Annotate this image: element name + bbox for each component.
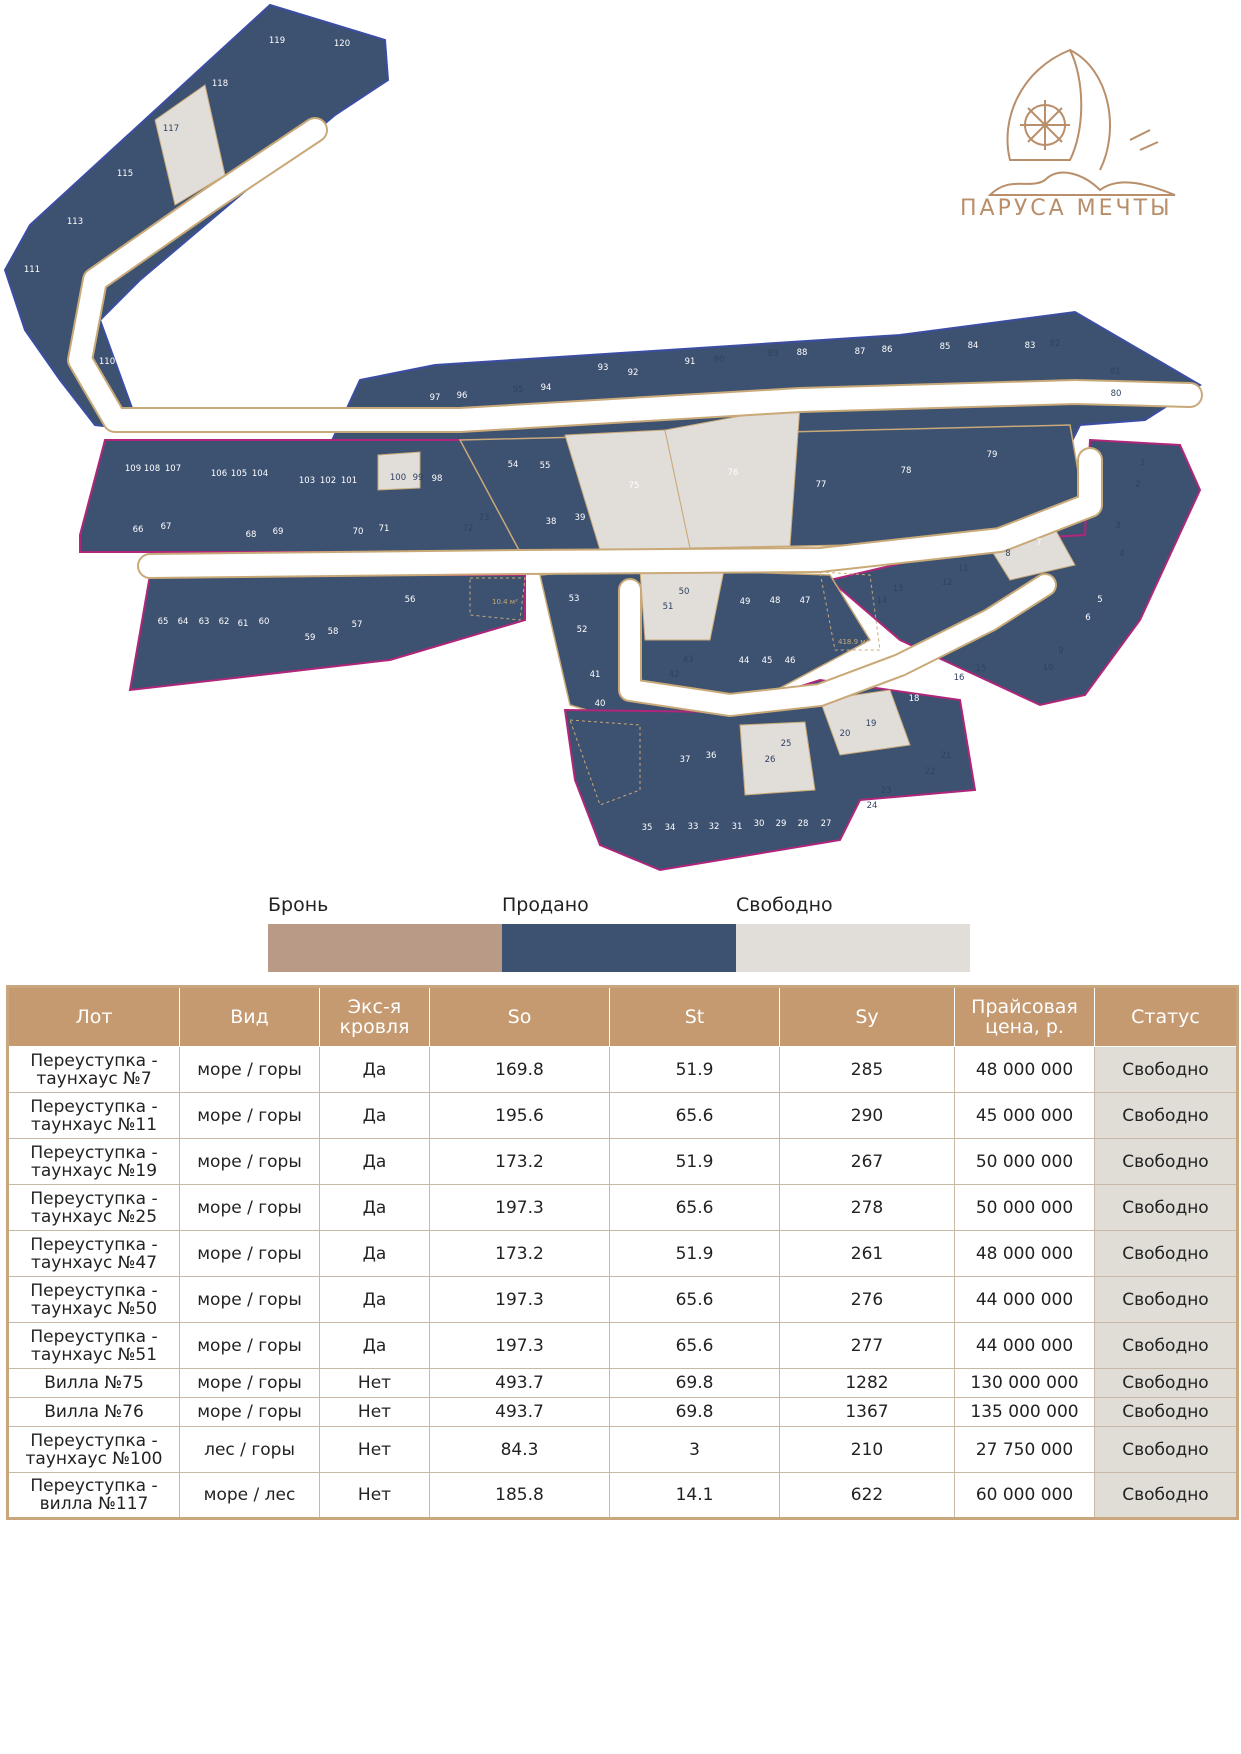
lot-label-27: 27: [820, 819, 832, 829]
lot-label-63: 63: [198, 617, 210, 627]
lot-label-34: 34: [664, 823, 676, 833]
sailboat-sun-logo: [990, 50, 1175, 195]
lot-label-23: 23: [880, 786, 892, 796]
cell-so: 169.8: [430, 1047, 610, 1093]
lot-label-3: 3: [1115, 521, 1121, 531]
lot-label-31: 31: [731, 822, 743, 832]
cell-view: лес / горы: [180, 1427, 320, 1473]
cell-st: 69.8: [610, 1369, 780, 1398]
lot-label-8: 8: [1005, 549, 1011, 559]
cell-status: Свободно: [1095, 1427, 1238, 1473]
cell-view: море / горы: [180, 1185, 320, 1231]
lot-label-55: 55: [539, 461, 551, 471]
cell-roof: Нет: [320, 1369, 430, 1398]
townhouse-25-plot: [740, 722, 815, 795]
lot-label-7: 7: [1036, 538, 1042, 548]
lot-label-106: 106: [210, 469, 228, 479]
lot-label-41: 41: [589, 670, 601, 680]
lot-label-5: 5: [1097, 595, 1103, 605]
table-row: [8, 1139, 1238, 1185]
lot-label-65: 65: [157, 617, 169, 627]
lot-label-64: 64: [177, 617, 189, 627]
lot-label-10: 10: [1042, 663, 1054, 673]
lot-label-99: 99: [412, 473, 424, 483]
lot-label-116: 116: [247, 215, 265, 225]
lot-label-71: 71: [378, 524, 390, 534]
lot-label-68: 68: [245, 530, 257, 540]
lot-label-57: 57: [351, 620, 363, 630]
cell-sy: 285: [780, 1047, 955, 1093]
cell-price: 48 000 000: [955, 1231, 1095, 1277]
lot-label-39: 39: [574, 513, 586, 523]
lot-label-79: 79: [986, 450, 998, 460]
lot-label-2: 2: [1135, 480, 1141, 490]
table-row: [8, 1398, 1238, 1427]
lot-label-4: 4: [1119, 549, 1125, 559]
cell-so: 173.2: [430, 1139, 610, 1185]
lot-label-107: 107: [164, 464, 182, 474]
cell-so: 173.2: [430, 1231, 610, 1277]
cell-roof: Да: [320, 1185, 430, 1231]
cell-sy: 1367: [780, 1398, 955, 1427]
cell-view: море / горы: [180, 1369, 320, 1398]
cell-roof: Да: [320, 1323, 430, 1369]
lot-label-75: 75: [628, 481, 640, 491]
lot-label-11: 11: [957, 564, 969, 574]
cell-lot: Переуступка - таунхаус №100: [8, 1427, 180, 1473]
cell-price: 50 000 000: [955, 1139, 1095, 1185]
lot-label-120: 120: [333, 39, 351, 49]
cell-status: Свободно: [1095, 1047, 1238, 1093]
cell-lot: Вилла №76: [8, 1398, 180, 1427]
lot-label-40: 40: [594, 699, 606, 709]
lot-label-72: 72: [462, 524, 474, 534]
cell-status: Свободно: [1095, 1093, 1238, 1139]
lot-label-44: 44: [738, 656, 750, 666]
header-status: Статус: [1095, 987, 1238, 1047]
lot-label-60: 60: [258, 617, 270, 627]
lot-label-70: 70: [352, 527, 364, 537]
lot-label-26: 26: [764, 755, 776, 765]
lot-label-112: 112: [148, 309, 166, 319]
lot-label-48: 48: [769, 596, 781, 606]
cell-st: 14.1: [610, 1473, 780, 1519]
cell-sy: 290: [780, 1093, 955, 1139]
cell-price: 45 000 000: [955, 1093, 1095, 1139]
table-row: [8, 1047, 1238, 1093]
header-sy: Sy: [780, 987, 955, 1047]
cell-lot: Вилла №75: [8, 1369, 180, 1398]
lot-label-77: 77: [815, 480, 827, 490]
table-row: [8, 1093, 1238, 1139]
lot-label-54: 54: [507, 460, 519, 470]
cell-roof: Да: [320, 1277, 430, 1323]
lot-label-43: 43: [682, 655, 694, 665]
legend-swatch-sold: [502, 924, 736, 972]
cell-so: 84.3: [430, 1427, 610, 1473]
lot-label-12: 12: [941, 578, 953, 588]
lot-label-113: 113: [66, 217, 84, 227]
lot-label-37: 37: [679, 755, 691, 765]
lot-label-118: 118: [211, 79, 229, 89]
cell-view: море / горы: [180, 1323, 320, 1369]
lot-label-109: 109: [124, 464, 142, 474]
lot-label-89: 89: [767, 349, 779, 359]
cell-status: Свободно: [1095, 1473, 1238, 1519]
cell-st: 65.6: [610, 1323, 780, 1369]
table-row: [8, 1323, 1238, 1369]
cell-status: Свободно: [1095, 1185, 1238, 1231]
lot-label-56: 56: [404, 595, 416, 605]
lot-label-29: 29: [775, 819, 787, 829]
table-row: [8, 1277, 1238, 1323]
cell-price: 44 000 000: [955, 1323, 1095, 1369]
cell-lot: Переуступка - вилла №117: [8, 1473, 180, 1519]
lot-label-28: 28: [797, 819, 809, 829]
cell-status: Свободно: [1095, 1323, 1238, 1369]
legend-label-sold: Продано: [502, 894, 589, 916]
lot-label-81: 81: [1109, 367, 1121, 377]
header-lot: Лот: [8, 987, 180, 1047]
lot-label-88: 88: [796, 348, 808, 358]
cell-price: 135 000 000: [955, 1398, 1095, 1427]
lot-label-15: 15: [975, 664, 987, 674]
lot-label-1: 1: [1140, 458, 1146, 468]
lot-label-32: 32: [708, 822, 720, 832]
lot-label-47: 47: [799, 596, 811, 606]
lot-label-18: 18: [908, 694, 920, 704]
cell-st: 65.6: [610, 1277, 780, 1323]
table-header-row: [8, 987, 1238, 1047]
lot-label-108: 108: [143, 464, 161, 474]
lot-label-92: 92: [627, 368, 639, 378]
lot-label-117: 117: [162, 124, 180, 134]
lot-label-38: 38: [545, 517, 557, 527]
lot-label-62: 62: [218, 617, 230, 627]
cell-price: 44 000 000: [955, 1277, 1095, 1323]
lots-table: [6, 985, 1239, 1520]
townhouse-50-51-plot: [640, 565, 725, 640]
cell-view: море / горы: [180, 1398, 320, 1427]
table-row: [8, 1473, 1238, 1519]
cell-status: Свободно: [1095, 1398, 1238, 1427]
table-row: [8, 1369, 1238, 1398]
cell-lot: Переуступка - таунхаус №25: [8, 1185, 180, 1231]
cell-so: 195.6: [430, 1093, 610, 1139]
header-st: St: [610, 987, 780, 1047]
cell-so: 197.3: [430, 1185, 610, 1231]
cell-st: 3: [610, 1427, 780, 1473]
cell-roof: Да: [320, 1231, 430, 1277]
area-label-large: 418.9 м²: [838, 638, 869, 646]
table-row: [8, 1185, 1238, 1231]
lot-label-67: 67: [160, 522, 172, 532]
cell-view: море / лес: [180, 1473, 320, 1519]
cell-lot: Переуступка - таунхаус №50: [8, 1277, 180, 1323]
cell-sy: 210: [780, 1427, 955, 1473]
lot-label-17: 17: [931, 684, 943, 694]
lot-label-97: 97: [429, 393, 441, 403]
lot-label-73: 73: [478, 513, 490, 523]
table-row: [8, 1231, 1238, 1277]
cell-roof: Да: [320, 1047, 430, 1093]
lot-label-66: 66: [132, 525, 144, 535]
lot-label-59: 59: [304, 633, 316, 643]
cell-lot: Переуступка - таунхаус №51: [8, 1323, 180, 1369]
lot-label-21: 21: [940, 751, 952, 761]
townhouse-100-plot: [378, 452, 420, 490]
cell-status: Свободно: [1095, 1139, 1238, 1185]
cell-sy: 278: [780, 1185, 955, 1231]
lot-label-20: 20: [839, 729, 851, 739]
cell-view: море / горы: [180, 1231, 320, 1277]
lot-label-78: 78: [900, 466, 912, 476]
cell-view: море / горы: [180, 1139, 320, 1185]
lot-label-6: 6: [1085, 613, 1091, 623]
cell-so: 197.3: [430, 1277, 610, 1323]
cell-sy: 1282: [780, 1369, 955, 1398]
lot-label-30: 30: [753, 819, 765, 829]
lot-label-52: 52: [576, 625, 588, 635]
lot-label-98: 98: [431, 474, 443, 484]
cell-price: 50 000 000: [955, 1185, 1095, 1231]
lot-label-19: 19: [865, 719, 877, 729]
cell-roof: Нет: [320, 1427, 430, 1473]
cell-view: море / горы: [180, 1093, 320, 1139]
lot-label-14: 14: [876, 596, 888, 606]
lot-label-35: 35: [641, 823, 653, 833]
lot-label-76: 76: [727, 468, 739, 478]
lot-label-33: 33: [687, 822, 699, 832]
lot-label-58: 58: [327, 627, 339, 637]
cell-price: 130 000 000: [955, 1369, 1095, 1398]
legend-swatch-booked: [268, 924, 502, 972]
cell-view: море / горы: [180, 1277, 320, 1323]
cell-price: 27 750 000: [955, 1427, 1095, 1473]
cell-sy: 622: [780, 1473, 955, 1519]
lot-label-13: 13: [892, 584, 904, 594]
cell-lot: Переуступка - таунхаус №11: [8, 1093, 180, 1139]
lot-label-36: 36: [705, 751, 717, 761]
zone-middle-west: [80, 440, 520, 552]
cell-st: 65.6: [610, 1185, 780, 1231]
cell-so: 493.7: [430, 1398, 610, 1427]
lot-label-101: 101: [340, 476, 358, 486]
legend-label-free: Свободно: [736, 894, 833, 916]
header-view: Вид: [180, 987, 320, 1047]
lot-label-105: 105: [230, 469, 248, 479]
cell-status: Свободно: [1095, 1231, 1238, 1277]
cell-roof: Да: [320, 1139, 430, 1185]
cell-lot: Переуступка - таунхаус №47: [8, 1231, 180, 1277]
cell-st: 51.9: [610, 1231, 780, 1277]
lot-label-96: 96: [456, 391, 468, 401]
cell-so: 185.8: [430, 1473, 610, 1519]
cell-status: Свободно: [1095, 1277, 1238, 1323]
lot-label-119: 119: [268, 36, 286, 46]
lot-label-115: 115: [116, 169, 134, 179]
lot-label-53: 53: [568, 594, 580, 604]
cell-price: 60 000 000: [955, 1473, 1095, 1519]
cell-lot: Переуступка - таунхаус №19: [8, 1139, 180, 1185]
lot-label-111: 111: [23, 265, 41, 275]
cell-roof: Нет: [320, 1473, 430, 1519]
lot-label-82: 82: [1049, 339, 1061, 349]
table-body: [8, 1047, 1238, 1519]
lot-label-86: 86: [881, 345, 893, 355]
cell-st: 69.8: [610, 1398, 780, 1427]
lot-label-80: 80: [1110, 389, 1122, 399]
lot-label-87: 87: [854, 347, 866, 357]
lot-label-103: 103: [298, 476, 316, 486]
lot-label-61: 61: [237, 619, 249, 629]
lot-label-90: 90: [713, 355, 725, 365]
lot-label-42: 42: [668, 670, 680, 680]
cell-st: 51.9: [610, 1047, 780, 1093]
lot-label-94: 94: [540, 383, 552, 393]
cell-sy: 277: [780, 1323, 955, 1369]
cell-view: море / горы: [180, 1047, 320, 1093]
cell-status: Свободно: [1095, 1369, 1238, 1398]
lot-label-45: 45: [761, 656, 773, 666]
cell-price: 48 000 000: [955, 1047, 1095, 1093]
lot-label-110: 110: [98, 357, 116, 367]
header-price: Прайсовая цена, р.: [955, 987, 1095, 1047]
cell-lot: Переуступка - таунхаус №7: [8, 1047, 180, 1093]
lot-label-95: 95: [512, 385, 524, 395]
lot-label-22: 22: [924, 767, 936, 777]
brand-name: ПАРУСА МЕЧТЫ: [960, 196, 1173, 221]
lot-label-25: 25: [780, 739, 792, 749]
lot-label-100: 100: [389, 473, 407, 483]
cell-st: 65.6: [610, 1093, 780, 1139]
lot-label-46: 46: [784, 656, 796, 666]
cell-roof: Нет: [320, 1398, 430, 1427]
area-label-small: 10.4 м²: [492, 598, 518, 606]
cell-so: 197.3: [430, 1323, 610, 1369]
legend-label-booked: Бронь: [268, 894, 329, 916]
lot-label-49: 49: [739, 597, 751, 607]
table-row: [8, 1427, 1238, 1473]
lot-label-84: 84: [967, 341, 979, 351]
cell-so: 493.7: [430, 1369, 610, 1398]
lot-label-51: 51: [662, 602, 674, 612]
lot-label-93: 93: [597, 363, 609, 373]
lot-label-104: 104: [251, 469, 269, 479]
lot-label-50: 50: [678, 587, 690, 597]
lot-label-91: 91: [684, 357, 696, 367]
lot-label-83: 83: [1024, 341, 1036, 351]
lot-label-69: 69: [272, 527, 284, 537]
cell-roof: Да: [320, 1093, 430, 1139]
lot-label-9: 9: [1058, 646, 1064, 656]
header-so: So: [430, 987, 610, 1047]
header-roof: Экс-я кровля: [320, 987, 430, 1047]
lot-label-114: 114: [198, 262, 216, 272]
cell-sy: 267: [780, 1139, 955, 1185]
cell-st: 51.9: [610, 1139, 780, 1185]
lot-label-16: 16: [953, 673, 965, 683]
lot-label-24: 24: [866, 801, 878, 811]
cell-sy: 276: [780, 1277, 955, 1323]
lot-label-102: 102: [319, 476, 337, 486]
cell-sy: 261: [780, 1231, 955, 1277]
lot-label-85: 85: [939, 342, 951, 352]
legend-swatch-free: [736, 924, 970, 972]
